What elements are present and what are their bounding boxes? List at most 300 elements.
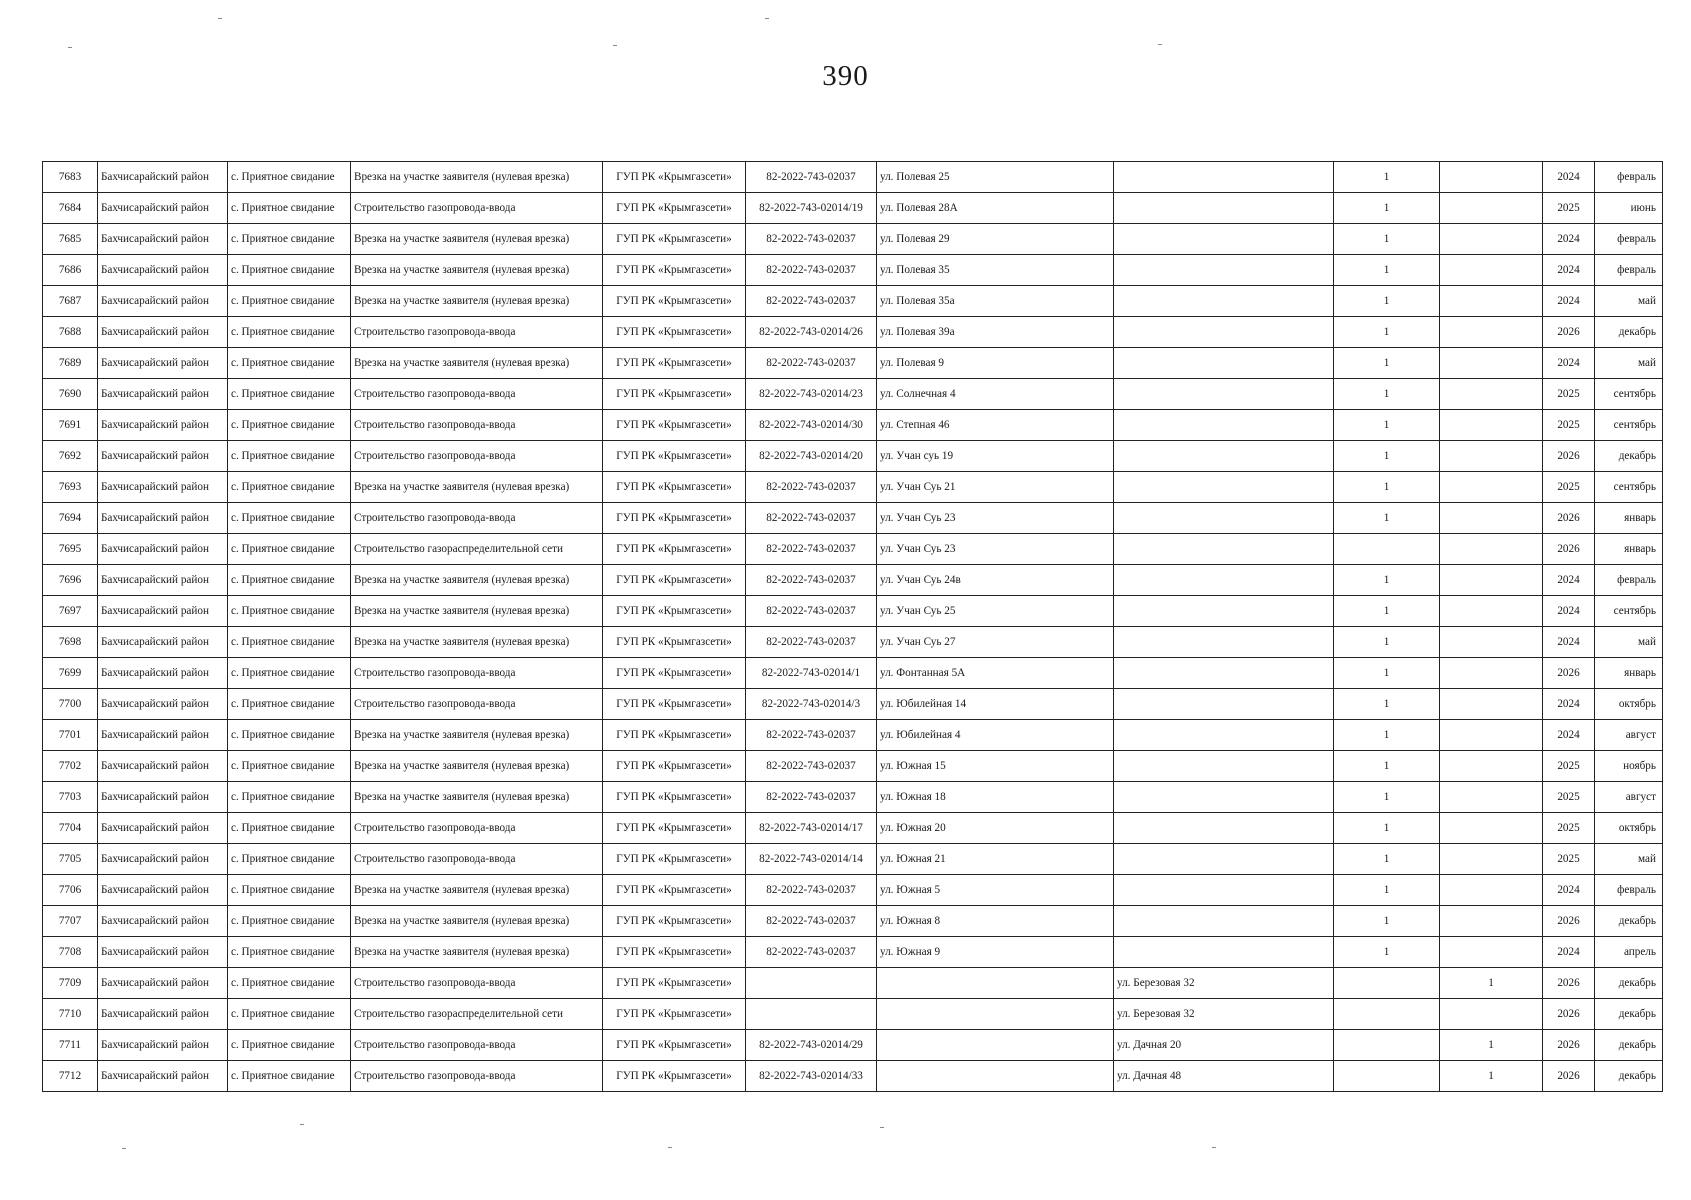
scan-speck	[1158, 44, 1162, 45]
address-alt-cell: ул. Березовая 32	[1114, 968, 1334, 999]
work-type-cell: Врезка на участке заявителя (нулевая врезка)	[351, 286, 603, 317]
district-cell: Бахчисарайский район	[98, 1061, 228, 1092]
document-number-cell: 82-2022-743-02014/29	[746, 1030, 877, 1061]
district-cell: Бахчисарайский район	[98, 906, 228, 937]
address-cell: ул. Полевая 28А	[877, 193, 1114, 224]
row-number: 7696	[43, 565, 98, 596]
work-type-cell: Строительство газопровода-ввода	[351, 503, 603, 534]
district-cell: Бахчисарайский район	[98, 410, 228, 441]
village-cell: с. Приятное свидание	[228, 379, 351, 410]
year-cell: 2024	[1543, 689, 1595, 720]
quantity-cell: 1	[1334, 441, 1440, 472]
year-cell: 2026	[1543, 999, 1595, 1030]
document-number-cell: 82-2022-743-02037	[746, 875, 877, 906]
year-cell: 2025	[1543, 472, 1595, 503]
year-cell: 2026	[1543, 317, 1595, 348]
work-type-cell: Врезка на участке заявителя (нулевая врезка)	[351, 937, 603, 968]
quantity-alt-cell	[1440, 286, 1543, 317]
organization-cell: ГУП РК «Крымгазсети»	[603, 472, 746, 503]
month-cell: сентябрь	[1595, 472, 1663, 503]
organization-cell: ГУП РК «Крымгазсети»	[603, 751, 746, 782]
quantity-cell: 1	[1334, 162, 1440, 193]
work-type-cell: Врезка на участке заявителя (нулевая врезка)	[351, 720, 603, 751]
quantity-alt-cell	[1440, 317, 1543, 348]
month-cell: сентябрь	[1595, 379, 1663, 410]
address-cell	[877, 1061, 1114, 1092]
address-cell: ул. Юбилейная 14	[877, 689, 1114, 720]
month-cell: январь	[1595, 534, 1663, 565]
village-cell: с. Приятное свидание	[228, 472, 351, 503]
address-alt-cell	[1114, 348, 1334, 379]
quantity-cell: 1	[1334, 565, 1440, 596]
month-cell: сентябрь	[1595, 410, 1663, 441]
organization-cell: ГУП РК «Крымгазсети»	[603, 596, 746, 627]
row-number: 7709	[43, 968, 98, 999]
address-cell: ул. Полевая 39а	[877, 317, 1114, 348]
district-cell: Бахчисарайский район	[98, 751, 228, 782]
district-cell: Бахчисарайский район	[98, 968, 228, 999]
district-cell: Бахчисарайский район	[98, 472, 228, 503]
quantity-cell: 1	[1334, 348, 1440, 379]
month-cell: февраль	[1595, 875, 1663, 906]
village-cell: с. Приятное свидание	[228, 162, 351, 193]
work-type-cell: Строительство газопровода-ввода	[351, 317, 603, 348]
quantity-alt-cell	[1440, 906, 1543, 937]
table-row	[43, 162, 1663, 193]
row-number: 7694	[43, 503, 98, 534]
quantity-alt-cell	[1440, 813, 1543, 844]
document-number-cell: 82-2022-743-02037	[746, 348, 877, 379]
table-row	[43, 813, 1663, 844]
address-alt-cell	[1114, 813, 1334, 844]
organization-cell: ГУП РК «Крымгазсети»	[603, 348, 746, 379]
work-type-cell: Строительство газопровода-ввода	[351, 193, 603, 224]
quantity-cell: 1	[1334, 224, 1440, 255]
address-cell: ул. Полевая 25	[877, 162, 1114, 193]
register-rows	[43, 162, 1663, 1092]
address-alt-cell	[1114, 193, 1334, 224]
table-row	[43, 751, 1663, 782]
village-cell: с. Приятное свидание	[228, 720, 351, 751]
address-cell: ул. Учан Суь 23	[877, 503, 1114, 534]
year-cell: 2026	[1543, 1061, 1595, 1092]
quantity-cell: 1	[1334, 472, 1440, 503]
district-cell: Бахчисарайский район	[98, 224, 228, 255]
month-cell: февраль	[1595, 255, 1663, 286]
address-alt-cell	[1114, 224, 1334, 255]
village-cell: с. Приятное свидание	[228, 999, 351, 1030]
address-alt-cell	[1114, 689, 1334, 720]
month-cell: июнь	[1595, 193, 1663, 224]
row-number: 7689	[43, 348, 98, 379]
address-alt-cell: ул. Дачная 20	[1114, 1030, 1334, 1061]
address-cell: ул. Фонтанная 5А	[877, 658, 1114, 689]
row-number: 7687	[43, 286, 98, 317]
address-cell	[877, 1030, 1114, 1061]
document-number-cell: 82-2022-743-02037	[746, 596, 877, 627]
organization-cell: ГУП РК «Крымгазсети»	[603, 875, 746, 906]
row-number: 7706	[43, 875, 98, 906]
village-cell: с. Приятное свидание	[228, 348, 351, 379]
work-type-cell: Врезка на участке заявителя (нулевая врезка)	[351, 627, 603, 658]
document-number-cell: 82-2022-743-02014/3	[746, 689, 877, 720]
district-cell: Бахчисарайский район	[98, 782, 228, 813]
year-cell: 2025	[1543, 782, 1595, 813]
quantity-cell: 1	[1334, 844, 1440, 875]
month-cell: январь	[1595, 658, 1663, 689]
village-cell: с. Приятное свидание	[228, 1061, 351, 1092]
document-number-cell: 82-2022-743-02014/30	[746, 410, 877, 441]
village-cell: с. Приятное свидание	[228, 782, 351, 813]
work-type-cell: Врезка на участке заявителя (нулевая врезка)	[351, 472, 603, 503]
address-alt-cell	[1114, 379, 1334, 410]
quantity-alt-cell	[1440, 503, 1543, 534]
work-type-cell: Врезка на участке заявителя (нулевая врезка)	[351, 348, 603, 379]
organization-cell: ГУП РК «Крымгазсети»	[603, 503, 746, 534]
year-cell: 2024	[1543, 565, 1595, 596]
quantity-alt-cell	[1440, 596, 1543, 627]
quantity-alt-cell	[1440, 937, 1543, 968]
quantity-alt-cell	[1440, 999, 1543, 1030]
document-number-cell: 82-2022-743-02037	[746, 255, 877, 286]
village-cell: с. Приятное свидание	[228, 844, 351, 875]
quantity-alt-cell	[1440, 627, 1543, 658]
year-cell: 2024	[1543, 348, 1595, 379]
row-number: 7685	[43, 224, 98, 255]
quantity-cell: 1	[1334, 286, 1440, 317]
village-cell: с. Приятное свидание	[228, 1030, 351, 1061]
document-number-cell: 82-2022-743-02037	[746, 782, 877, 813]
row-number: 7701	[43, 720, 98, 751]
organization-cell: ГУП РК «Крымгазсети»	[603, 937, 746, 968]
document-number-cell: 82-2022-743-02037	[746, 224, 877, 255]
table-row	[43, 193, 1663, 224]
document-number-cell: 82-2022-743-02014/1	[746, 658, 877, 689]
row-number: 7690	[43, 379, 98, 410]
document-number-cell: 82-2022-743-02014/33	[746, 1061, 877, 1092]
village-cell: с. Приятное свидание	[228, 193, 351, 224]
quantity-cell	[1334, 1061, 1440, 1092]
village-cell: с. Приятное свидание	[228, 751, 351, 782]
quantity-alt-cell	[1440, 162, 1543, 193]
document-number-cell: 82-2022-743-02037	[746, 472, 877, 503]
village-cell: с. Приятное свидание	[228, 286, 351, 317]
organization-cell: ГУП РК «Крымгазсети»	[603, 193, 746, 224]
row-number: 7712	[43, 1061, 98, 1092]
address-alt-cell	[1114, 472, 1334, 503]
quantity-alt-cell	[1440, 255, 1543, 286]
organization-cell: ГУП РК «Крымгазсети»	[603, 968, 746, 999]
address-alt-cell	[1114, 410, 1334, 441]
village-cell: с. Приятное свидание	[228, 875, 351, 906]
address-cell: ул. Учан Суь 24в	[877, 565, 1114, 596]
row-number: 7704	[43, 813, 98, 844]
document-number-cell: 82-2022-743-02037	[746, 534, 877, 565]
district-cell: Бахчисарайский район	[98, 503, 228, 534]
month-cell: май	[1595, 348, 1663, 379]
district-cell: Бахчисарайский район	[98, 286, 228, 317]
work-type-cell: Строительство газопровода-ввода	[351, 813, 603, 844]
year-cell: 2025	[1543, 193, 1595, 224]
village-cell: с. Приятное свидание	[228, 565, 351, 596]
organization-cell: ГУП РК «Крымгазсети»	[603, 224, 746, 255]
year-cell: 2024	[1543, 596, 1595, 627]
month-cell: декабрь	[1595, 968, 1663, 999]
work-type-cell: Строительство газопровода-ввода	[351, 1030, 603, 1061]
quantity-alt-cell: 1	[1440, 1061, 1543, 1092]
organization-cell: ГУП РК «Крымгазсети»	[603, 627, 746, 658]
address-alt-cell	[1114, 317, 1334, 348]
document-number-cell	[746, 999, 877, 1030]
scan-speck	[668, 1147, 672, 1148]
district-cell: Бахчисарайский район	[98, 162, 228, 193]
address-cell: ул. Южная 5	[877, 875, 1114, 906]
work-type-cell: Строительство газопровода-ввода	[351, 441, 603, 472]
address-alt-cell	[1114, 441, 1334, 472]
table-row	[43, 782, 1663, 813]
month-cell: январь	[1595, 503, 1663, 534]
year-cell: 2025	[1543, 813, 1595, 844]
document-number-cell: 82-2022-743-02014/19	[746, 193, 877, 224]
address-cell: ул. Полевая 35а	[877, 286, 1114, 317]
row-number: 7708	[43, 937, 98, 968]
quantity-alt-cell	[1440, 193, 1543, 224]
year-cell: 2025	[1543, 844, 1595, 875]
table-row	[43, 503, 1663, 534]
work-type-cell: Врезка на участке заявителя (нулевая врезка)	[351, 751, 603, 782]
scan-speck	[122, 1148, 126, 1149]
quantity-cell: 1	[1334, 937, 1440, 968]
district-cell: Бахчисарайский район	[98, 875, 228, 906]
address-alt-cell	[1114, 534, 1334, 565]
organization-cell: ГУП РК «Крымгазсети»	[603, 813, 746, 844]
organization-cell: ГУП РК «Крымгазсети»	[603, 844, 746, 875]
scan-speck	[765, 18, 769, 19]
table-row	[43, 658, 1663, 689]
quantity-alt-cell	[1440, 472, 1543, 503]
organization-cell: ГУП РК «Крымгазсети»	[603, 999, 746, 1030]
row-number: 7691	[43, 410, 98, 441]
address-cell: ул. Учан Суь 25	[877, 596, 1114, 627]
address-cell: ул. Полевая 35	[877, 255, 1114, 286]
district-cell: Бахчисарайский район	[98, 379, 228, 410]
organization-cell: ГУП РК «Крымгазсети»	[603, 720, 746, 751]
district-cell: Бахчисарайский район	[98, 565, 228, 596]
quantity-alt-cell	[1440, 410, 1543, 441]
table-row	[43, 348, 1663, 379]
organization-cell: ГУП РК «Крымгазсети»	[603, 689, 746, 720]
village-cell: с. Приятное свидание	[228, 224, 351, 255]
table-row	[43, 627, 1663, 658]
quantity-alt-cell	[1440, 844, 1543, 875]
quantity-alt-cell	[1440, 534, 1543, 565]
work-type-cell: Врезка на участке заявителя (нулевая врезка)	[351, 875, 603, 906]
row-number: 7688	[43, 317, 98, 348]
table-row	[43, 937, 1663, 968]
quantity-cell: 1	[1334, 627, 1440, 658]
address-cell: ул. Южная 20	[877, 813, 1114, 844]
month-cell: май	[1595, 844, 1663, 875]
village-cell: с. Приятное свидание	[228, 503, 351, 534]
address-alt-cell: ул. Дачная 48	[1114, 1061, 1334, 1092]
address-alt-cell	[1114, 906, 1334, 937]
district-cell: Бахчисарайский район	[98, 596, 228, 627]
village-cell: с. Приятное свидание	[228, 441, 351, 472]
scan-speck	[1212, 1147, 1216, 1148]
quantity-cell: 1	[1334, 193, 1440, 224]
district-cell: Бахчисарайский район	[98, 937, 228, 968]
year-cell: 2024	[1543, 875, 1595, 906]
document-number-cell: 82-2022-743-02037	[746, 906, 877, 937]
document-number-cell: 82-2022-743-02037	[746, 627, 877, 658]
year-cell: 2026	[1543, 503, 1595, 534]
address-alt-cell	[1114, 255, 1334, 286]
district-cell: Бахчисарайский район	[98, 844, 228, 875]
quantity-alt-cell	[1440, 782, 1543, 813]
month-cell: декабрь	[1595, 906, 1663, 937]
address-alt-cell	[1114, 658, 1334, 689]
document-number-cell: 82-2022-743-02037	[746, 937, 877, 968]
table-row	[43, 565, 1663, 596]
address-alt-cell	[1114, 751, 1334, 782]
table-row	[43, 441, 1663, 472]
document-number-cell: 82-2022-743-02037	[746, 751, 877, 782]
document-number-cell: 82-2022-743-02037	[746, 503, 877, 534]
village-cell: с. Приятное свидание	[228, 627, 351, 658]
work-type-cell: Строительство газопровода-ввода	[351, 379, 603, 410]
month-cell: август	[1595, 782, 1663, 813]
month-cell: октябрь	[1595, 813, 1663, 844]
village-cell: с. Приятное свидание	[228, 596, 351, 627]
table-row	[43, 875, 1663, 906]
scan-speck	[68, 47, 72, 48]
document-number-cell: 82-2022-743-02037	[746, 565, 877, 596]
address-alt-cell	[1114, 627, 1334, 658]
month-cell: август	[1595, 720, 1663, 751]
document-number-cell: 82-2022-743-02014/26	[746, 317, 877, 348]
month-cell: сентябрь	[1595, 596, 1663, 627]
organization-cell: ГУП РК «Крымгазсети»	[603, 534, 746, 565]
organization-cell: ГУП РК «Крымгазсети»	[603, 1030, 746, 1061]
table-row	[43, 906, 1663, 937]
address-cell: ул. Южная 18	[877, 782, 1114, 813]
work-type-cell: Врезка на участке заявителя (нулевая врезка)	[351, 782, 603, 813]
quantity-alt-cell: 1	[1440, 1030, 1543, 1061]
year-cell: 2026	[1543, 968, 1595, 999]
document-number-cell	[746, 968, 877, 999]
organization-cell: ГУП РК «Крымгазсети»	[603, 379, 746, 410]
address-alt-cell	[1114, 565, 1334, 596]
quantity-alt-cell	[1440, 565, 1543, 596]
address-cell: ул. Южная 21	[877, 844, 1114, 875]
quantity-cell: 1	[1334, 255, 1440, 286]
table-row	[43, 472, 1663, 503]
district-cell: Бахчисарайский район	[98, 689, 228, 720]
month-cell: апрель	[1595, 937, 1663, 968]
quantity-cell	[1334, 999, 1440, 1030]
address-alt-cell	[1114, 596, 1334, 627]
scan-speck	[300, 1124, 304, 1125]
year-cell: 2025	[1543, 751, 1595, 782]
document-number-cell: 82-2022-743-02037	[746, 162, 877, 193]
work-type-cell: Строительство газопровода-ввода	[351, 844, 603, 875]
village-cell: с. Приятное свидание	[228, 937, 351, 968]
address-cell: ул. Учан Суь 23	[877, 534, 1114, 565]
quantity-cell	[1334, 968, 1440, 999]
year-cell: 2026	[1543, 441, 1595, 472]
address-alt-cell	[1114, 782, 1334, 813]
quantity-alt-cell	[1440, 720, 1543, 751]
village-cell: с. Приятное свидание	[228, 410, 351, 441]
organization-cell: ГУП РК «Крымгазсети»	[603, 441, 746, 472]
quantity-cell: 1	[1334, 317, 1440, 348]
quantity-cell: 1	[1334, 906, 1440, 937]
scan-speck	[880, 1127, 884, 1128]
quantity-alt-cell	[1440, 658, 1543, 689]
page-number: 390	[822, 60, 869, 92]
row-number: 7697	[43, 596, 98, 627]
row-number: 7707	[43, 906, 98, 937]
quantity-alt-cell: 1	[1440, 968, 1543, 999]
district-cell: Бахчисарайский район	[98, 255, 228, 286]
address-cell: ул. Южная 8	[877, 906, 1114, 937]
row-number: 7692	[43, 441, 98, 472]
address-cell: ул. Солнечная 4	[877, 379, 1114, 410]
quantity-cell: 1	[1334, 689, 1440, 720]
year-cell: 2024	[1543, 255, 1595, 286]
address-alt-cell	[1114, 937, 1334, 968]
district-cell: Бахчисарайский район	[98, 534, 228, 565]
year-cell: 2026	[1543, 534, 1595, 565]
row-number: 7686	[43, 255, 98, 286]
row-number: 7684	[43, 193, 98, 224]
work-type-cell: Врезка на участке заявителя (нулевая врезка)	[351, 162, 603, 193]
address-cell	[877, 999, 1114, 1030]
document-number-cell: 82-2022-743-02014/17	[746, 813, 877, 844]
quantity-alt-cell	[1440, 441, 1543, 472]
address-cell: ул. Учан Суь 27	[877, 627, 1114, 658]
table-row	[43, 968, 1663, 999]
month-cell: февраль	[1595, 565, 1663, 596]
address-cell: ул. Полевая 9	[877, 348, 1114, 379]
document-number-cell: 82-2022-743-02014/14	[746, 844, 877, 875]
quantity-cell: 1	[1334, 720, 1440, 751]
organization-cell: ГУП РК «Крымгазсети»	[603, 410, 746, 441]
year-cell: 2026	[1543, 1030, 1595, 1061]
village-cell: с. Приятное свидание	[228, 255, 351, 286]
address-alt-cell	[1114, 720, 1334, 751]
quantity-alt-cell	[1440, 689, 1543, 720]
month-cell: декабрь	[1595, 317, 1663, 348]
work-type-cell: Строительство газопровода-ввода	[351, 968, 603, 999]
organization-cell: ГУП РК «Крымгазсети»	[603, 658, 746, 689]
district-cell: Бахчисарайский район	[98, 658, 228, 689]
address-alt-cell	[1114, 875, 1334, 906]
village-cell: с. Приятное свидание	[228, 658, 351, 689]
village-cell: с. Приятное свидание	[228, 689, 351, 720]
organization-cell: ГУП РК «Крымгазсети»	[603, 286, 746, 317]
work-type-cell: Строительство газораспределительной сети	[351, 999, 603, 1030]
address-cell: ул. Южная 9	[877, 937, 1114, 968]
year-cell: 2024	[1543, 627, 1595, 658]
village-cell: с. Приятное свидание	[228, 906, 351, 937]
table-row	[43, 1061, 1663, 1092]
address-alt-cell	[1114, 162, 1334, 193]
village-cell: с. Приятное свидание	[228, 317, 351, 348]
district-cell: Бахчисарайский район	[98, 720, 228, 751]
row-number: 7702	[43, 751, 98, 782]
year-cell: 2024	[1543, 720, 1595, 751]
